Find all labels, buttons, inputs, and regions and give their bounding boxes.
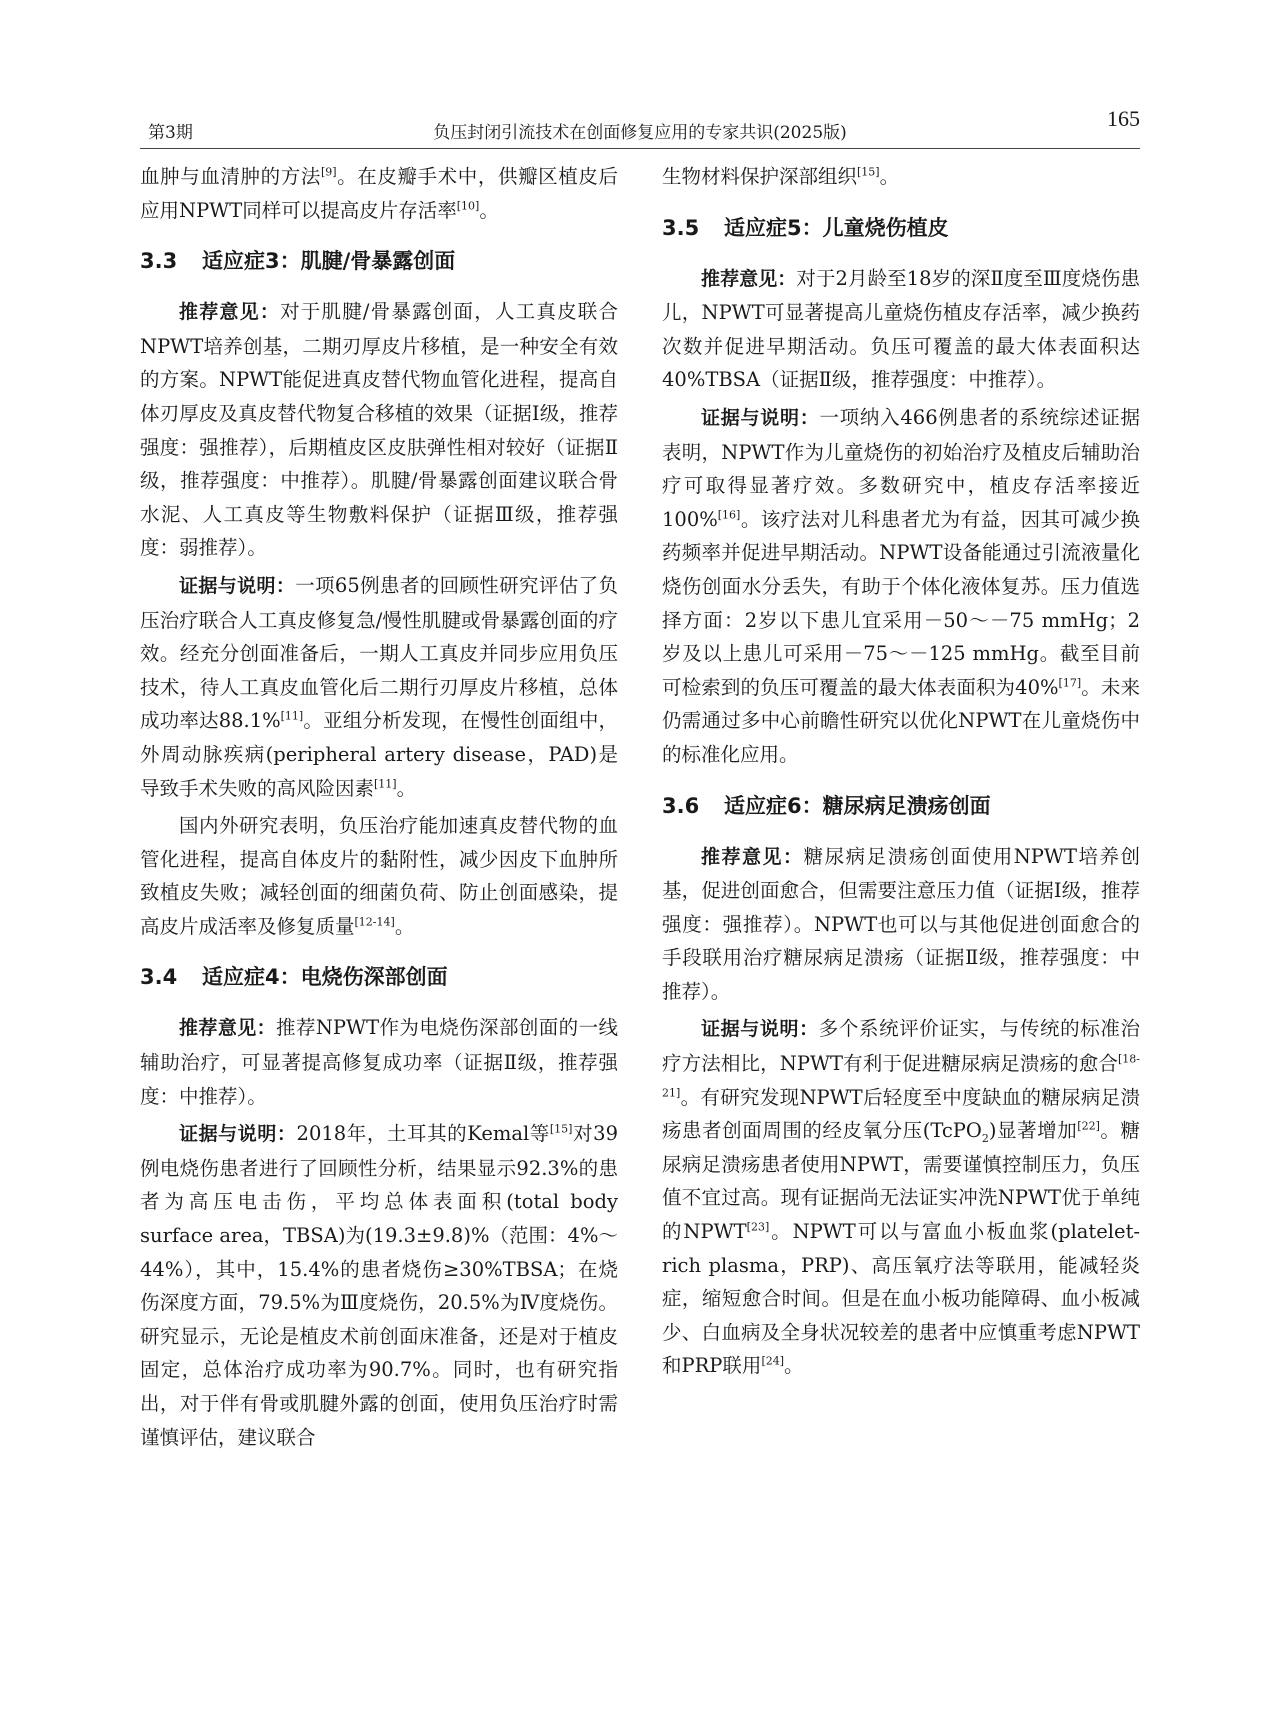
left-column — [140, 160, 618, 1458]
evidence-paragraph: 证据与说明：多个系统评价证实，与传统的标准治疗方法相比，NPWT有利于促进糖尿病足溃疡的愈合[18-21]。有研究发现NPWT后轻度至中度缺血的糖尿病足溃疡患者创面周围的经皮氧分压(TcPO$_2$)显著增加[22]。糖尿病足溃疡患者使用NPWT，需要谨慎控制压力，负压值不宜过高。现有证据尚无法证实冲洗NPWT优于单纯的NPWT[23]。NPWT可以与富血小板血浆(platelet-rich plasma，PRP)、高压氧疗法等联用，能减轻炎症，缩短愈合时间。但是在血小板功能障碍、血小板减少、白血病及全身状况较差的患者中应慎重考虑NPWT和PRP联用[24]。 — [662, 1017, 1141, 1378]
citation[interactable]: [11] — [374, 777, 397, 790]
paragraph: 血肿与血清肿的方法[9]。在皮瓣手术中，供瓣区植皮后应用NPWT同样可以提高皮片存活率[10]。 — [140, 165, 618, 222]
recommendation-paragraph: 推荐意见：对于2月龄至18岁的深Ⅱ度至Ⅲ度烧伤患儿，NPWT可显著提高儿童烧伤植皮存活率，减少换药次数并促进早期活动。负压可覆盖的最大体表面积达40%TBSA（证据Ⅱ级，推荐强度：中推荐）。 — [662, 266, 1140, 392]
citation[interactable]: [22] — [1077, 1119, 1100, 1133]
evidence-paragraph: 证据与说明：一项纳入466例患者的系统综述证据表明，NPWT作为儿童烧伤的初始治疗及植皮后辅助治疗可取得显著疗效。多数研究中，植皮存活率接近100%[16]。该疗法对儿科患者尤为有益，因其可减少换药频率并促进早期活动。NPWT设备能通过引流液量化烧伤创面水分丢失，有助于个体化液体复苏。压力值选择方面：2岁以下患儿宜采用－50～－75 mmHg；2岁及以上患儿可采用－75～－125 mmHg。截至目前可检索到的负压可覆盖的最大体表面积为40%[17]。未来仍需通过多中心前瞻性研究以优化NPWT在儿童烧伤中的标准化应用。 — [662, 405, 1140, 766]
citation[interactable]: [23] — [746, 1220, 770, 1234]
section-heading: 3.5 适应症5：儿童烧伤植皮 — [662, 215, 949, 240]
page-number: 165 — [1107, 106, 1140, 131]
recommendation-paragraph: 推荐意见：糖尿病足溃疡创面使用NPWT培养创基，促进创面愈合，但需要注意压力值（证据Ⅰ级，推荐强度：强推荐）。NPWT也可以与其他促进创面愈合的手段联用治疗糖尿病足溃疡（证据Ⅱ级，推荐强度：中推荐）。 — [662, 844, 1140, 1003]
citation[interactable]: [24] — [761, 1354, 785, 1368]
citation[interactable]: [16] — [717, 508, 741, 522]
section-heading: 3.3 适应症3：肌腱/骨暴露创面 — [140, 249, 456, 274]
citation[interactable]: [9] — [320, 165, 337, 179]
recommendation-paragraph: 推荐意见：对于肌腱/骨暴露创面，人工真皮联合NPWT培养创基，二期刃厚皮片移植，是一种安全有效的方案。NPWT能促进真皮替代物血管化进程，提高自体刃厚皮及真皮替代物复合移植的效果（证据Ⅰ级，推荐强度：强推荐），后期植皮区皮肤弹性相对较好（证据Ⅱ级，推荐强度：中推荐）。肌腱/骨暴露创面建议联合骨水泥、人工真皮等生物敷料保护（证据Ⅲ级，推荐强度：弱推荐）。 — [140, 300, 618, 560]
citation[interactable]: [15] — [549, 1122, 573, 1136]
citation[interactable]: [11] — [280, 709, 304, 723]
section-heading: 3.6 适应症6：糖尿病足溃疡创面 — [662, 793, 991, 818]
evidence-paragraph: 证据与说明：一项65例患者的回顾性研究评估了负压治疗联合人工真皮修复急/慢性肌腱或骨暴露创面的疗效。经充分创面准备后，一期人工真皮并同步应用负压技术，待人工真皮血管化后二期行刃厚皮片移植，总体成功率达88.1%[11]。亚组分析发现，在慢性创面组中，外周动脉疾病(peripheral artery disease，PAD)是导致手术失败的高风险因素[11]。 — [140, 573, 618, 800]
subscript: 2 — [981, 1132, 989, 1146]
citation[interactable]: [15] — [857, 165, 880, 179]
citation[interactable]: [10] — [456, 199, 480, 213]
issue-number: 第3期 — [148, 123, 193, 143]
section-heading: 3.4 适应症4：电烧伤深部创面 — [140, 965, 448, 990]
evidence-paragraph: 证据与说明：2018年，土耳其的Kemal等[15]对39例电烧伤患者进行了回顾性分析，结果显示92.3%的患者为高压电击伤，平均总体表面积(total body surface area，TBSA)为(19.3±9.8)%（范围：4%～44%），其中，15.4%的患者烧伤≥30%TBSA；在烧伤深度方面，79.5%为Ⅲ度烧伤，20.5%为Ⅳ度烧伤。研究显示，无论是植皮术前创面床准备，还是对于植皮固定，总体治疗成功率为90.7%。同时，也有研究指出，对于伴有骨或肌腱外露的创面，使用负压治疗时需谨慎评估，建议联合 — [140, 1122, 618, 1449]
right-column — [662, 160, 1140, 1387]
paragraph: 国内外研究表明，负压治疗能加速真皮替代物的血管化进程，提高自体皮片的黏附性，减少因皮下血肿所致植皮失败；减轻创面的细菌负荷、防止创面感染，提高皮片成活率及修复质量[12-14]。 — [140, 814, 618, 938]
recommendation-paragraph: 推荐意见：推荐NPWT作为电烧伤深部创面的一线辅助治疗，可显著提高修复成功率（证据Ⅱ级，推荐强度：中推荐）。 — [140, 1016, 618, 1108]
citation[interactable]: [12-14] — [354, 915, 395, 929]
citation[interactable]: [17] — [1058, 676, 1082, 690]
running-title: 负压封闭引流技术在创面修复应用的专家共识(2025版) — [433, 123, 847, 143]
citation[interactable]: [18-21] — [662, 1052, 1140, 1100]
running-header — [140, 106, 1140, 149]
paragraph: 生物材料保护深部组织[15]。 — [662, 165, 900, 188]
